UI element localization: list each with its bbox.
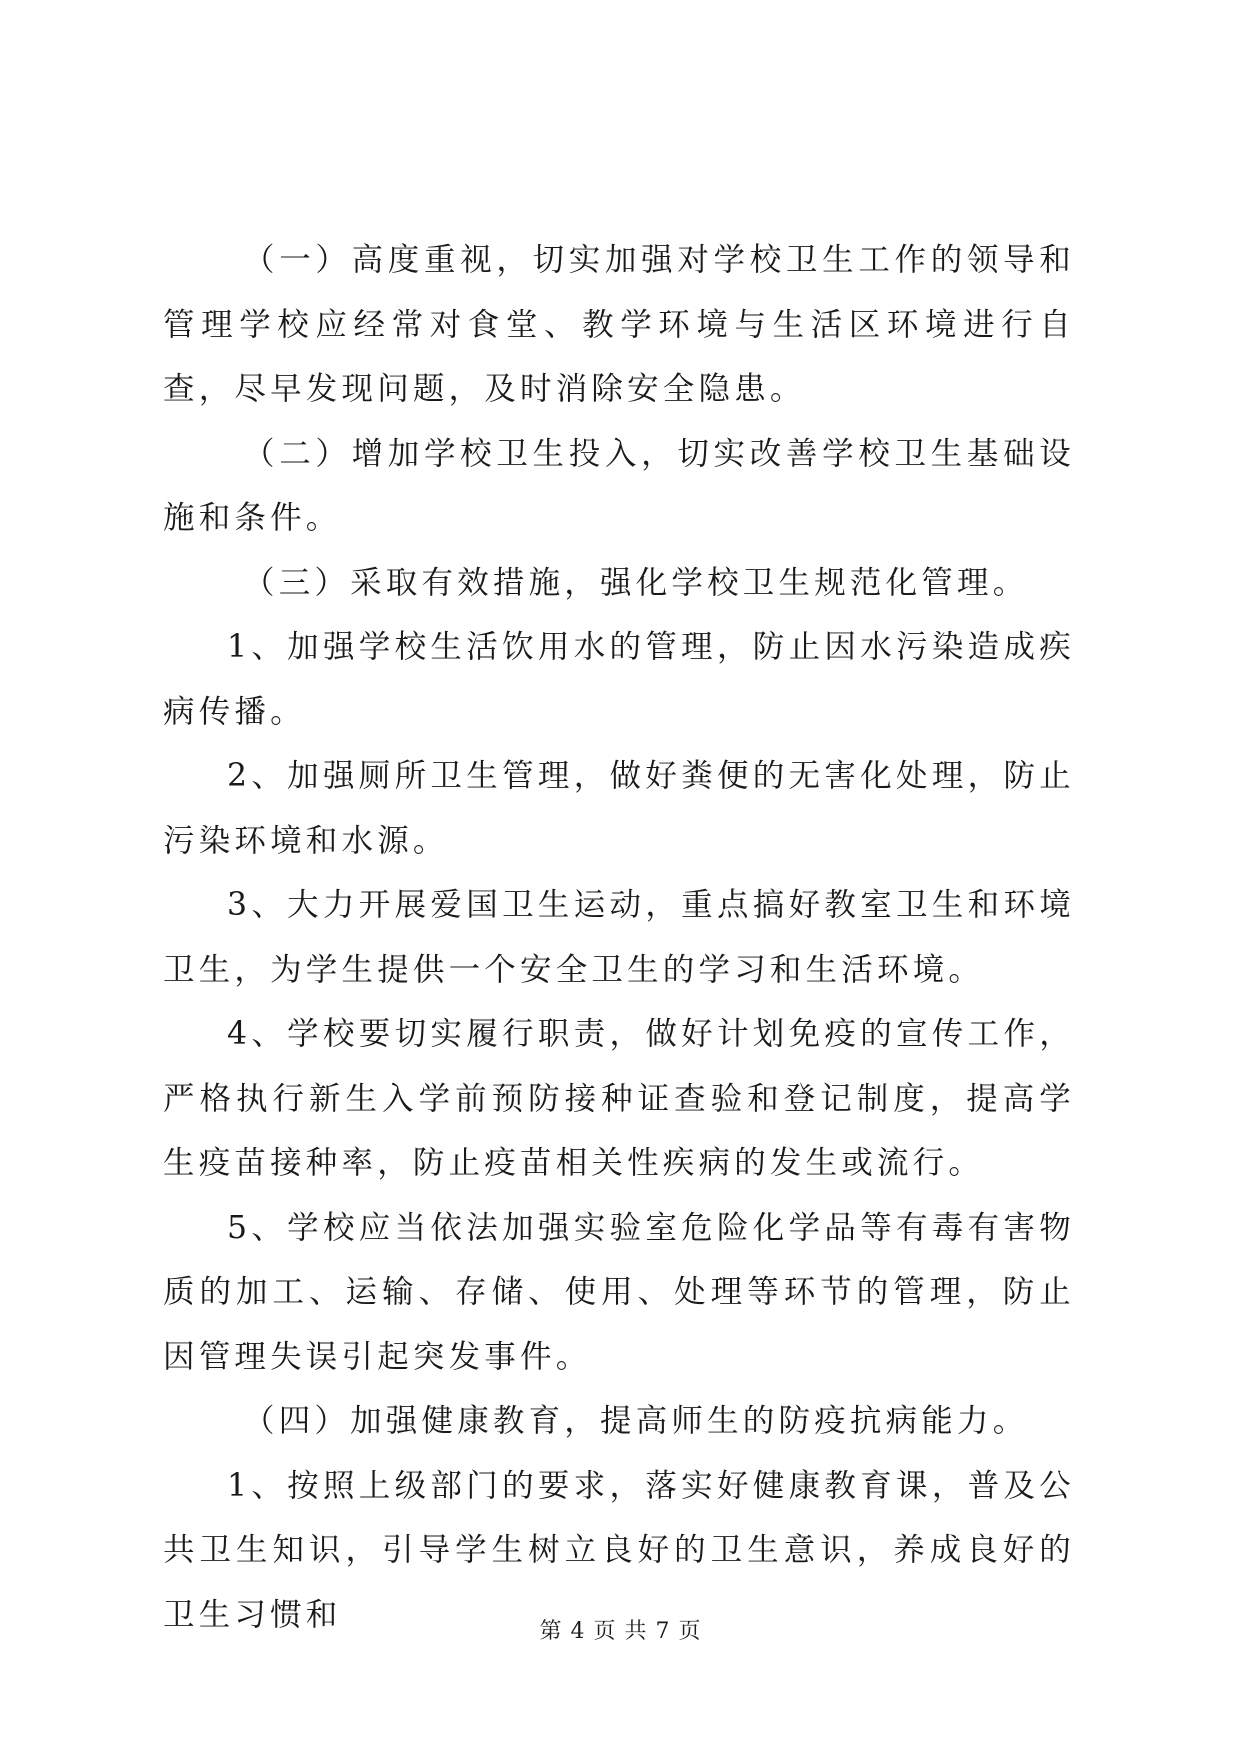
paragraph-item-5: 5、学校应当依法加强实验室危险化学品等有毒有害物质的加工、运输、存储、使用、处理等环节的管理，防止因管理失误引起突发事件。	[163, 1209, 1075, 1375]
document-body	[163, 228, 1075, 1647]
paragraph-item-3: 3、大力开展爱国卫生运动，重点搞好教室卫生和环境卫生，为学生提供一个安全卫生的学习和生活环境。	[163, 887, 1075, 988]
paragraph-section-1: （一）高度重视，切实加强对学校卫生工作的领导和管理学校应经常对食堂、教学环境与生活区环境进行自查，尽早发现问题，及时消除安全隐患。	[163, 242, 1075, 407]
paragraph-section-2: （二）增加学校卫生投入，切实改善学校卫生基础设施和条件。	[163, 435, 1075, 536]
paragraph-item-2: 2、加强厕所卫生管理，做好粪便的无害化处理，防止污染环境和水源。	[163, 758, 1075, 859]
paragraph-section-4: （四）加强健康教育，提高师生的防疫抗病能力。	[243, 1403, 1029, 1439]
page-number-footer: 第 4 页 共 7 页	[539, 1619, 702, 1644]
paragraph-item-4-1: 1、按照上级部门的要求，落实好健康教育课，普及公共卫生知识，引导学生树立良好的卫生意识，养成良好的卫生习惯和	[163, 1467, 1075, 1633]
paragraph-section-3: （三）采取有效措施，强化学校卫生规范化管理。	[243, 564, 1029, 601]
paragraph-item-1: 1、加强学校生活饮用水的管理，防止因水污染造成疾病传播。	[163, 629, 1075, 730]
paragraph-item-4: 4、学校要切实履行职责，做好计划免疫的宣传工作，严格执行新生入学前预防接种证查验和登记制度，提高学生疫苗接种率，防止疫苗相关性疾病的发生或流行。	[163, 1016, 1075, 1181]
